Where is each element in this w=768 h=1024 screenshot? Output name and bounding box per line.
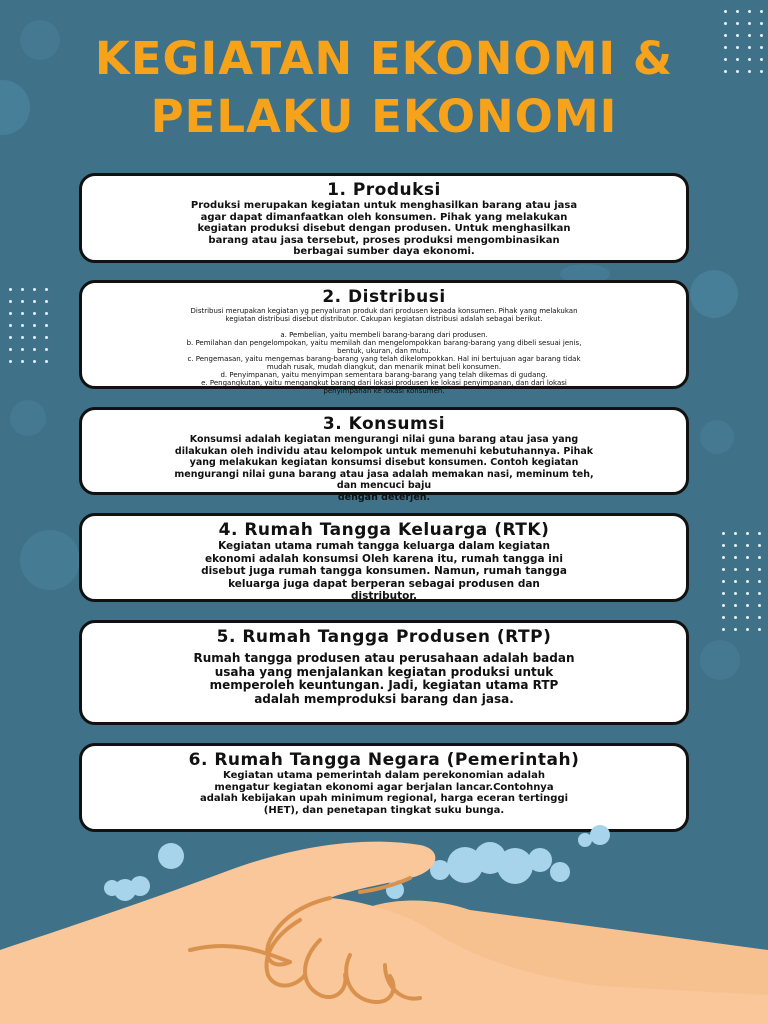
section-heading: 4. Rumah Tangga Keluarga (RTK) xyxy=(218,520,550,540)
hands-illustration xyxy=(0,790,768,1024)
background-bubble xyxy=(20,530,80,590)
section-body: Rumah tangga produsen atau perusahaan adalah badan usaha yang menjalankan kegiatan produksi untuk memperoleh keuntungan. Jadi, kegiatan utama RTP adalah memproduksi barang dan jasa. xyxy=(193,651,575,706)
section-heading: 5. Rumah Tangga Produsen (RTP) xyxy=(216,627,552,647)
section-card-konsumsi xyxy=(79,407,689,503)
section-heading: 6. Rumah Tangga Negara (Pemerintah) xyxy=(188,750,580,770)
section-body: Produksi merupakan kegiatan untuk menghasilkan barang atau jasa agar dapat dimanfaatkan oleh konsumen. Pihak yang melakukan kegiatan produksi disebut dengan produsen. Untuk menghasilkan barang atau jasa tersebut, proses produksi mengombinasikan berbagai sumber daya ekonomi. xyxy=(190,200,578,257)
background-bubble xyxy=(700,420,734,454)
section-heading: 2. Distribusi xyxy=(322,287,446,307)
background-bubble xyxy=(10,400,46,436)
section-card-produksi xyxy=(79,173,689,263)
section-heading: 1. Produksi xyxy=(327,180,441,200)
title-line-1: KEGIATAN EKONOMI & xyxy=(94,32,674,85)
section-card-distribusi xyxy=(79,280,689,395)
section-body: Kegiatan utama rumah tangga keluarga dalam kegiatan ekonomi adalah konsumsi Oleh karena itu, rumah tangga ini disebut juga rumah tangga konsumen. Namun, rumah tangga keluarga juga dapat berperan sebagai produsen dan distributor. xyxy=(201,540,567,602)
section-heading: 3. Konsumsi xyxy=(322,414,446,434)
page-title xyxy=(0,30,768,146)
title-line-2: PELAKU EKONOMI xyxy=(150,90,618,143)
section-card-rtp xyxy=(79,620,689,725)
section-card-rtk xyxy=(79,513,689,602)
dot-grid-right xyxy=(722,532,761,631)
section-body: Konsumsi adalah kegiatan mengurangi nilai guna barang atau jasa yang dilakukan oleh individu atau kelompok untuk memenuhi kebutuhannya. Pihak yang melakukan kegiatan konsumsi disebut konsumen. Contoh kegiatan mengurangi nilai guna barang atau jasa adalah memakan nasi, meminum teh, dan mencuci baju dengan deterjen. xyxy=(174,434,594,503)
background-bubble xyxy=(700,640,740,680)
section-body: Distribusi merupakan kegiatan yg penyaluran produk dari produsen kepada konsumen. Pihak yang melakukan kegiatan distribusi disebut distributor. Cakupan kegiatan distribusi adalah sebagai berikut. a. Pembelian, yaitu membeli barang-barang dari produsen. b. Pemilahan dan pengelompokan, yaitu memilah dan mengelompokkan barang-barang yang dibeli sesuai jenis, bentuk, ukuran, dan mutu. c. Pengemasan, yaitu mengemas barang-barang yang telah dikelompokkan. Hal ini bertujuan agar barang tidak mudah rusak, mudah diangkut, dan menarik minat beli konsumen. d. Penyimpanan, yaitu menyimpan sementara barang-barang yang telah dikemas di gudang. e. Pengangkutan, yaitu mengangkut barang dari lokasi produsen ke lokasi penyimpanan, dan dari lokasi penyimpanan ke lokasi konsumen. xyxy=(186,307,582,395)
section-body: Kegiatan utama pemerintah dalam perekonomian adalah mengatur kegiatan ekonomi agar berjalan lancar.Contohnya adalah kebijakan upah minimum regional, harga eceran tertinggi (HET), dan penetapan tingkat suku bunga. xyxy=(199,770,569,816)
background-bubble xyxy=(690,270,738,318)
dot-grid-left xyxy=(9,288,48,363)
